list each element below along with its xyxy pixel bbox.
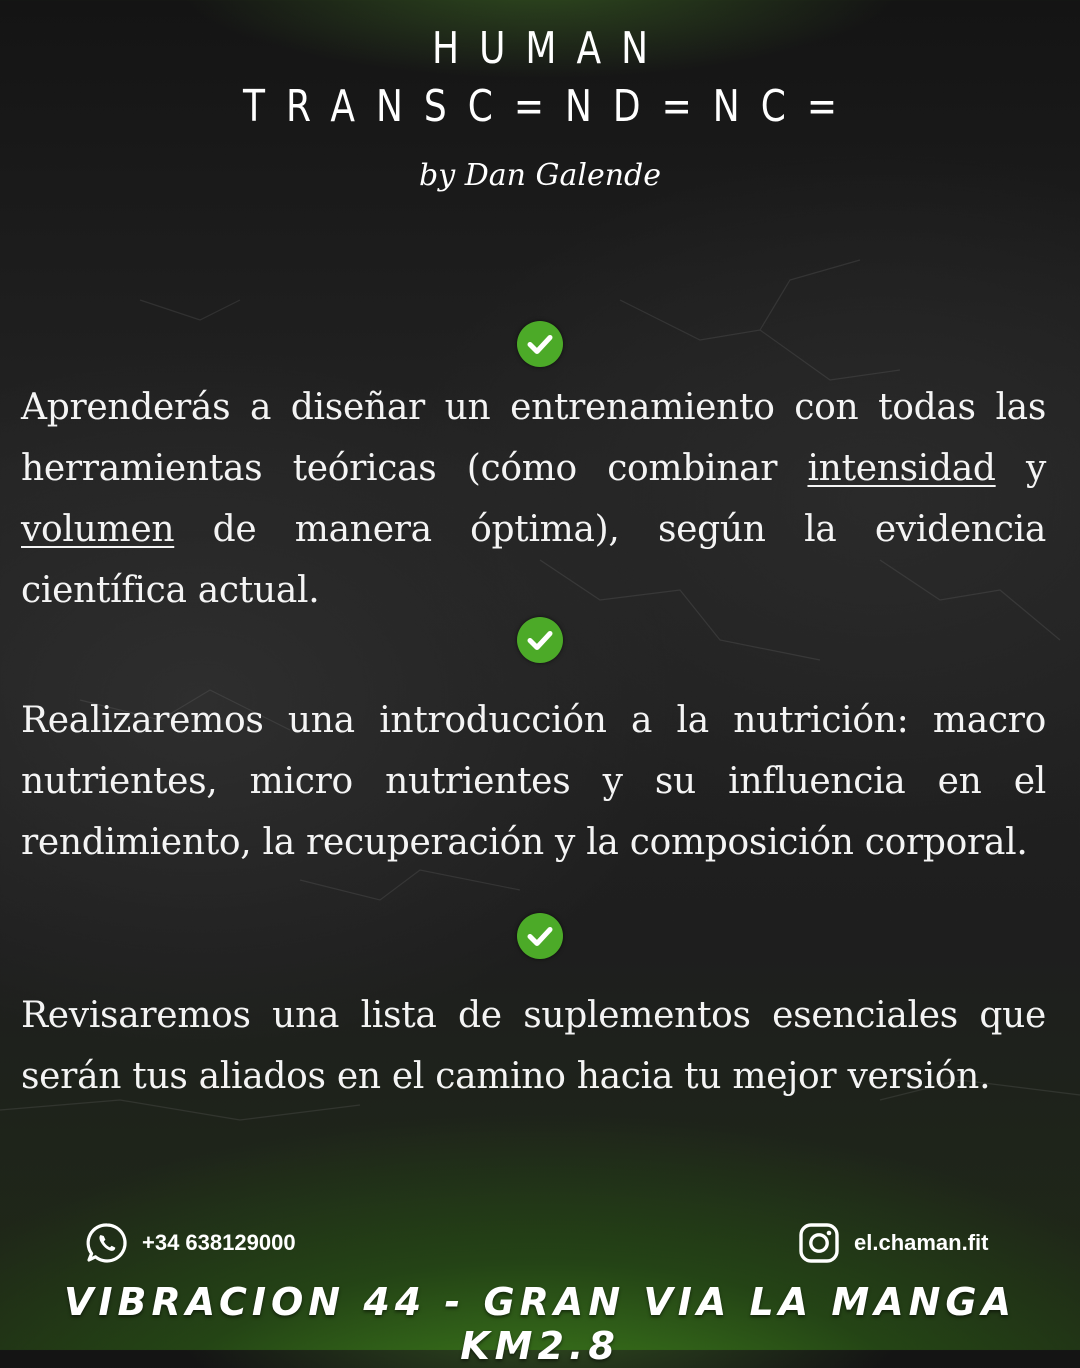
keyword-intensidad: intensidad [807,448,996,489]
feature-paragraph-training [21,377,1046,621]
phone-number[interactable]: +34 638129000 [142,1230,296,1255]
phone-contact[interactable] [86,1222,296,1264]
instagram-handle[interactable]: el.chaman.fit [854,1230,989,1255]
paragraph-text: de manera óptima), según la evidencia científica actual. [21,509,1046,611]
instagram-contact[interactable] [798,1222,988,1264]
feature-paragraph-supplements: Revisaremos una lista de suplementos esenciales que serán tus aliados en el camino hacia tu mejor versión. [21,995,1046,1097]
paragraph-text: y [995,448,1046,489]
brand-logo-line1: HUMAN [432,24,668,74]
paragraph-text: Aprenderás a diseñar un entrenamiento con todas las herramientas teóricas (cómo combinar [21,387,1046,489]
check-circle-icon [517,321,563,367]
whatsapp-icon [86,1222,128,1264]
brand-logo-line2: TRANSC=ND=NC= [242,82,858,132]
address-text: VIBRACION 44 - GRAN VIA LA MANGA KM2.8 [63,1280,1017,1368]
instagram-icon [798,1222,840,1264]
check-circle-icon [517,913,563,959]
keyword-volumen: volumen [21,509,175,550]
brand-byline: by Dan Galende [419,158,661,193]
check-circle-icon [517,617,563,663]
feature-paragraph-nutrition: Realizaremos una introducción a la nutrición: macro nutrientes, micro nutrientes y su influencia en el rendimiento, la recuperación y la composición corporal. [21,700,1046,863]
